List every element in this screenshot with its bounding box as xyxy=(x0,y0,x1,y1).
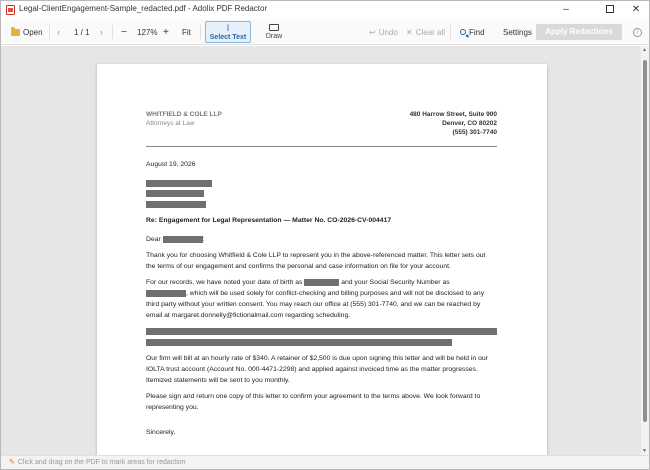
paragraph-2-line-1 xyxy=(146,278,498,289)
re-line: Re: Engagement for Legal Representation — Matter No. CO-2026-CV-004417 xyxy=(146,217,392,224)
status-text: Click and drag on the PDF to mark areas for redaction xyxy=(17,459,186,466)
select-text-label: Select Text xyxy=(209,34,247,41)
address-line-1: 480 Harrow Street, Suite 900 xyxy=(409,111,497,118)
letter-date: August 19, 2026 xyxy=(146,161,196,168)
scroll-down-icon[interactable]: ▼ xyxy=(642,448,647,454)
paragraph-1-line-2: the terms of our engagement and confirms the personal and case information on file for your account. xyxy=(146,263,451,270)
redaction-box[interactable] xyxy=(146,290,186,297)
next-page-button[interactable]: › xyxy=(100,27,103,37)
scroll-up-icon[interactable]: ▲ xyxy=(642,47,647,53)
zoom-out-button[interactable]: − xyxy=(121,26,127,38)
pdf-viewer[interactable] xyxy=(1,46,641,455)
find-label: Find xyxy=(469,27,485,37)
window-title: Legal-ClientEngagement-Sample_redacted.pdf - Adolix PDF Redactor xyxy=(19,4,268,13)
open-label: Open xyxy=(23,27,43,37)
paragraph-2-line-3: third party without your written consent. You may reach our office at (555) 301-7740, and we can be reached by xyxy=(146,301,481,308)
redaction-box[interactable] xyxy=(304,279,339,286)
minimize-button[interactable]: – xyxy=(563,4,569,15)
salutation xyxy=(146,235,205,246)
paragraph-3-line-1: Our firm will bill at an hourly rate of $340. A retainer of $2,500 is due upon signing this letter and will be held in our xyxy=(146,355,488,362)
paragraph-2-text: and your Social Security Number as xyxy=(341,279,450,286)
vertical-scrollbar[interactable] xyxy=(641,46,649,455)
undo-icon: ↩ xyxy=(369,27,376,37)
rectangle-icon xyxy=(269,24,279,31)
info-icon[interactable]: i xyxy=(633,28,642,37)
settings-button[interactable]: Settings xyxy=(503,27,532,37)
toolbar xyxy=(1,19,649,45)
redaction-box[interactable] xyxy=(146,180,212,187)
clear-all-label: Clear all xyxy=(415,27,446,37)
paragraph-2-line-4: email at margaret.donnelly@fictionalmail.com regarding scheduling. xyxy=(146,312,351,319)
zoom-level: 127% xyxy=(137,27,158,37)
paragraph-2-text: , which will be used solely for conflict-checking and billing purposes and will not be disclosed to any xyxy=(186,290,485,297)
clear-all-button[interactable] xyxy=(406,19,445,45)
undo-button[interactable] xyxy=(369,19,398,45)
redaction-box[interactable] xyxy=(146,190,204,197)
redaction-box[interactable] xyxy=(146,201,206,208)
draw-button[interactable] xyxy=(259,21,289,43)
redaction-box[interactable] xyxy=(146,328,497,335)
search-icon xyxy=(460,29,466,35)
paragraph-3-line-3: Itemized statements will be sent to you monthly. xyxy=(146,377,290,384)
apply-redactions-button[interactable]: Apply Redactions xyxy=(536,24,622,40)
maximize-icon xyxy=(606,5,614,13)
salutation-suffix: : xyxy=(202,236,205,243)
salutation-prefix: Dear xyxy=(146,236,161,243)
clear-icon: ✕ xyxy=(406,27,413,37)
redaction-box[interactable] xyxy=(146,339,452,346)
toolbar-divider xyxy=(450,25,451,39)
paragraph-4-line-2: representing you. xyxy=(146,404,199,411)
paragraph-2-text: For our records, we have noted your date of birth as xyxy=(146,279,303,286)
close-button[interactable]: ✕ xyxy=(631,4,641,15)
folder-icon xyxy=(11,29,20,36)
closing: Sincerely, xyxy=(146,429,176,436)
prev-page-button[interactable]: ‹ xyxy=(57,27,60,37)
page-indicator: 1 / 1 xyxy=(74,27,90,37)
phone-number: (555) 301-7740 xyxy=(452,129,497,136)
scroll-thumb[interactable] xyxy=(643,60,647,422)
paragraph-4-line-1: Please sign and return one copy of this letter to confirm your agreement to the terms above. We look forward to xyxy=(146,393,481,400)
status-bar xyxy=(1,455,649,469)
find-button[interactable] xyxy=(460,19,485,45)
address-line-2: Denver, CO 80202 xyxy=(442,120,497,127)
open-button[interactable] xyxy=(11,19,43,45)
fit-button[interactable]: Fit xyxy=(182,27,191,37)
firm-name: WHITFIELD & COLE LLP xyxy=(146,111,222,118)
firm-subtitle: Attorneys at Law xyxy=(146,120,195,127)
draw-label: Draw xyxy=(265,33,283,40)
zoom-in-button[interactable]: + xyxy=(163,26,169,38)
undo-label: Undo xyxy=(378,27,398,37)
toolbar-divider xyxy=(49,25,50,39)
paragraph-3-line-2: IOLTA trust account (Account No. 000-4471-2298) and applied against invoiced time as the matter progresses. xyxy=(146,366,478,373)
text-cursor-icon: I xyxy=(226,23,230,33)
redaction-box[interactable] xyxy=(163,236,203,243)
toolbar-divider xyxy=(200,25,201,39)
title-bar xyxy=(1,1,649,19)
paragraph-1-line-1: Thank you for choosing Whitfield & Cole LLP to represent you in the above-referenced matter. This letter sets out xyxy=(146,252,486,259)
select-text-button[interactable] xyxy=(205,21,251,43)
pdf-app-icon xyxy=(6,5,15,15)
pdf-page[interactable] xyxy=(97,64,547,455)
pen-icon: ✎ xyxy=(9,459,15,466)
toolbar-divider xyxy=(112,25,113,39)
header-divider xyxy=(146,146,497,147)
paragraph-2-line-2 xyxy=(146,289,498,300)
